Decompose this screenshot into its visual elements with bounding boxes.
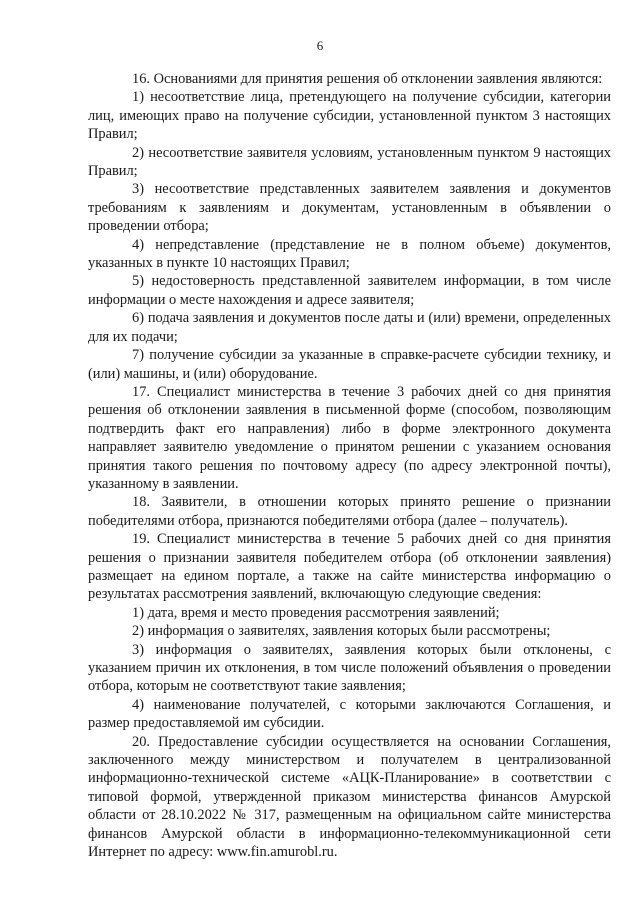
page-number: 6: [316, 38, 324, 53]
paragraph-17: 17. Специалист министерства в течение 3 рабочих дней со дня принятия решения об отклонении заявления в письменной форме (способом, позволяющим подтвердить факт его направления) либо в форме электронного документа направляет заявителю уведомление о принятом решении с указанием основания принятия такого решения по почтовому адресу (по адресу электронной почты), указанному в заявлении.: [88, 383, 611, 492]
list-item-16-7: 7) получение субсидии за указанные в справке-расчете субсидии технику, и (или) машины, и (или) оборудование.: [88, 347, 611, 382]
paragraph-16: 16. Основаниями для принятия решения об отклонении заявления являются:: [132, 71, 603, 87]
list-item-16-5: 5) недостоверность представленной заявителем информации, в том числе информации о месте нахождения и адресе заявителя;: [88, 273, 611, 308]
paragraph-18: 18. Заявители, в отношении которых принято решение о признании победителями отбора, признаются победителями отбора (далее – получатель).: [88, 494, 611, 529]
list-item-16-1: 1) несоответствие лица, претендующего на получение субсидии, категории лиц, имеющих право на получение субсидии, установленной пунктом 3 настоящих Правил;: [88, 89, 611, 143]
document-body: [88, 70, 611, 861]
list-item-19-2: 2) информация о заявителях, заявления которых были рассмотрены;: [132, 623, 551, 640]
list-item-19-4: 4) наименование получателей, с которыми заключаются Соглашения, и размер предоставляемой им субсидии.: [88, 696, 611, 732]
list-item-16-3: 3) несоответствие представленных заявителем заявления и документов требованиям к заявлениям и документам, установленным в объявлении о проведении отбора;: [88, 181, 611, 235]
list-item-19-3: 3) информация о заявителях, заявления которых были отклонены, с указанием причин их отклонения, в том числе положений объявления о проведении отбора, которым не соответствуют такие заявления;: [88, 641, 611, 695]
list-item-19-1: 1) дата, время и место проведения рассмотрения заявлений;: [132, 604, 500, 621]
list-item-16-4: 4) непредставление (представление не в полном объеме) документов, указанных в пункте 10 настоящих Правил;: [88, 236, 611, 272]
list-item-16-6: 6) подача заявления и документов после даты и (или) времени, определенных для их подачи;: [88, 310, 611, 345]
list-item-16-2: 2) несоответствие заявителя условиям, установленным пунктом 9 настоящих Правил;: [88, 144, 611, 180]
paragraph-20: 20. Предоставление субсидии осуществляется на основании Соглашения, заключенного между министерством и получателем в централизованной информационно-технической системе «АЦК-Планирование» в соответствии с типовой формой, утвержденной приказом министерства финансов Амурской области от 28.10.2022 № 317, размещенным на официальном сайте министерства финансов Амурской области в информационно-телекоммуникационной сети Интернет по адресу: www.fin.amurobl.ru.: [88, 733, 611, 861]
paragraph-19: 19. Специалист министерства в течение 5 рабочих дней со дня принятия решения о признании заявителя победителем отбора (об отклонении заявления) размещает на едином портале, а также на сайте министерства информацию о результатах рассмотрения заявлений, включающую следующие сведения:: [88, 531, 611, 603]
